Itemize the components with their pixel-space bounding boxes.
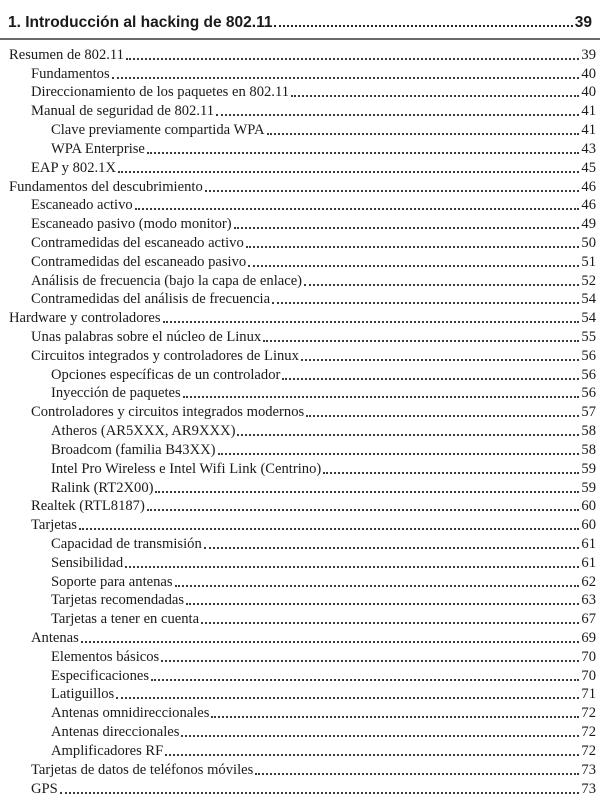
toc-entry-title: GPS xyxy=(31,780,58,797)
dot-leader xyxy=(125,566,579,568)
toc-entry xyxy=(0,666,596,685)
toc-entry-title: Direccionamiento de los paquetes en 802.11 xyxy=(31,84,290,101)
toc-entry xyxy=(0,346,596,365)
toc-entry-title: Hardware y controladores xyxy=(9,310,161,327)
toc-entry-page: 41 xyxy=(581,122,596,139)
toc-entry-page: 72 xyxy=(581,705,596,722)
toc-entry-page: 55 xyxy=(581,329,596,345)
toc-entry-page: 56 xyxy=(581,366,596,383)
toc-entry-title: Intel Pro Wireless e Intel Wifi Link (Centrino) xyxy=(51,460,322,477)
dot-leader xyxy=(216,114,579,116)
toc-entry xyxy=(0,83,596,102)
dot-leader xyxy=(118,171,579,173)
toc-entry xyxy=(0,402,596,421)
toc-entry-title: Unas palabras sobre el núcleo de Linux xyxy=(31,329,262,345)
toc-entry-page: 58 xyxy=(581,423,596,440)
toc-entry xyxy=(0,647,596,666)
dot-leader xyxy=(205,190,580,192)
toc-entry-page: 67 xyxy=(581,611,596,628)
toc-entry-page: 46 xyxy=(581,197,596,214)
toc-entry-title: Clave previamente compartida WPA xyxy=(51,122,265,139)
toc-entry-page: 61 xyxy=(581,554,596,571)
dot-leader xyxy=(301,359,580,361)
chapter-page-number: 39 xyxy=(574,14,592,31)
toc-entry xyxy=(0,741,596,760)
toc-entry-title: Ralink (RT2X00) xyxy=(51,479,154,496)
dot-leader xyxy=(204,547,580,549)
toc-entry-page: 72 xyxy=(581,724,596,741)
dot-leader xyxy=(291,95,579,97)
toc-entry xyxy=(0,196,596,215)
toc-entry-page: 60 xyxy=(581,517,596,534)
toc-entry-title: Capacidad de transmisión xyxy=(51,535,202,552)
toc-entry-page: 54 xyxy=(581,291,596,308)
toc-entry xyxy=(0,478,596,497)
toc-entry-page: 56 xyxy=(581,385,596,402)
dot-leader xyxy=(163,321,580,323)
toc-entry-page: 52 xyxy=(581,272,596,289)
toc-entry xyxy=(0,534,596,553)
toc-entry-page: 70 xyxy=(581,648,596,665)
toc-entry-page: 63 xyxy=(581,592,596,609)
toc-entry-page: 69 xyxy=(581,630,596,646)
toc-entry xyxy=(0,628,596,647)
toc-entry xyxy=(0,252,596,271)
toc-entry-page: 59 xyxy=(581,479,596,496)
toc-entry-title: Contramedidas del análisis de frecuencia xyxy=(31,291,271,308)
toc-entry xyxy=(0,779,596,798)
toc-entry-title: Análisis de frecuencia (bajo la capa de enlace) xyxy=(31,272,303,289)
toc-entry-title: Elementos básicos xyxy=(51,648,160,665)
toc-entry-title: Contramedidas del escaneado activo xyxy=(31,234,244,251)
toc-entry xyxy=(0,120,596,139)
toc-entry-title: Especificaciones xyxy=(51,667,150,684)
dot-leader xyxy=(165,754,579,756)
toc-entry xyxy=(0,101,596,120)
dot-leader xyxy=(60,792,580,794)
chapter-divider xyxy=(0,38,600,40)
toc-entry-title: Fundamentos del descubrimiento xyxy=(9,178,203,195)
dot-leader xyxy=(116,697,579,699)
dot-leader xyxy=(201,622,579,624)
dot-leader xyxy=(306,415,579,417)
toc-entry-title: Antenas omnidireccionales xyxy=(51,705,210,722)
toc-entry-title: Tarjetas a tener en cuenta xyxy=(51,611,200,628)
dot-leader xyxy=(255,773,579,775)
dot-leader xyxy=(183,396,580,398)
toc-entry-title: Antenas xyxy=(31,630,79,646)
toc-entry-page: 46 xyxy=(581,178,596,195)
toc-entry-page: 71 xyxy=(581,686,596,703)
dot-leader xyxy=(274,25,572,27)
toc-entry-page: 56 xyxy=(581,347,596,364)
dot-leader xyxy=(186,603,579,605)
toc-entry-title: Contramedidas del escaneado pasivo xyxy=(31,253,247,270)
toc-entry xyxy=(0,158,596,177)
toc-entry-page: 72 xyxy=(581,742,596,759)
dot-leader xyxy=(263,340,579,342)
toc-entry-page: 45 xyxy=(581,159,596,176)
dot-leader xyxy=(267,133,580,135)
dot-leader xyxy=(126,58,579,60)
dot-leader xyxy=(237,434,579,436)
dot-leader xyxy=(272,302,579,304)
toc-entry xyxy=(0,327,596,346)
dot-leader xyxy=(135,208,580,210)
toc-entry-title: Inyección de paquetes xyxy=(51,385,181,402)
toc-entry-title: Soporte para antenas xyxy=(51,573,173,590)
toc-entry-title: Escaneado activo xyxy=(31,197,133,214)
toc-entry xyxy=(0,591,596,610)
dot-leader xyxy=(175,585,580,587)
toc-entry-page: 57 xyxy=(581,404,596,421)
toc-entry-title: Tarjetas de datos de teléfonos móviles xyxy=(31,761,254,778)
toc-entry-title: WPA Enterprise xyxy=(51,140,145,157)
toc-entry xyxy=(0,384,596,403)
toc-entry-title: Fundamentos xyxy=(31,65,110,82)
dot-leader xyxy=(246,246,580,248)
dot-leader xyxy=(181,735,579,737)
toc-entry xyxy=(0,572,596,591)
toc-entry-title: Atheros (AR5XXX, AR9XXX) xyxy=(51,423,236,440)
chapter-title: 1. Introducción al hacking de 802.11 xyxy=(8,14,273,31)
dot-leader xyxy=(234,227,580,229)
toc-entry-page: 40 xyxy=(581,84,596,101)
toc-entry xyxy=(0,760,596,779)
toc-entry xyxy=(0,290,596,309)
dot-leader xyxy=(304,284,579,286)
dot-leader xyxy=(147,509,580,511)
toc-entry xyxy=(0,609,596,628)
toc-entry xyxy=(0,64,596,83)
toc-entry-title: Tarjetas recomendadas xyxy=(51,592,185,609)
toc-entry xyxy=(0,703,596,722)
toc-entry xyxy=(0,459,596,478)
toc-entry-page: 60 xyxy=(581,498,596,515)
toc-entry xyxy=(0,308,596,327)
toc-entry-page: 62 xyxy=(581,573,596,590)
dot-leader xyxy=(323,472,579,474)
toc-entry-page: 39 xyxy=(581,46,596,63)
toc-entry-title: Latiguillos xyxy=(51,686,115,703)
toc-entry xyxy=(0,365,596,384)
toc-entry-title: Sensibilidad xyxy=(51,554,124,571)
toc-entry xyxy=(0,685,596,704)
toc-entry-page: 59 xyxy=(581,460,596,477)
toc-entry-title: Circuitos integrados y controladores de Linux xyxy=(31,347,299,364)
dot-leader xyxy=(218,453,580,455)
toc-entry-page: 58 xyxy=(581,441,596,458)
toc-entry xyxy=(0,553,596,572)
toc-entry-title: Controladores y circuitos integrados modernos xyxy=(31,404,305,421)
toc-entry-title: Amplificadores RF xyxy=(51,742,164,759)
toc-entry xyxy=(0,177,596,196)
toc-entry-page: 50 xyxy=(581,234,596,251)
toc-entry-page: 40 xyxy=(581,65,596,82)
toc-entry-page: 70 xyxy=(581,667,596,684)
dot-leader xyxy=(112,77,580,79)
toc-entry-page: 49 xyxy=(581,216,596,233)
toc-entry-list xyxy=(0,45,600,798)
toc-entry xyxy=(0,497,596,516)
dot-leader xyxy=(81,641,580,643)
toc-entry xyxy=(0,139,596,158)
toc-entry-page: 41 xyxy=(581,103,596,120)
dot-leader xyxy=(155,491,579,493)
toc-entry-page: 73 xyxy=(581,761,596,778)
toc-entry xyxy=(0,45,596,64)
toc-entry-page: 61 xyxy=(581,535,596,552)
dot-leader xyxy=(161,660,579,662)
toc-entry-title: Tarjetas xyxy=(31,517,77,534)
toc-entry-title: Broadcom (familia B43XX) xyxy=(51,441,216,458)
toc-entry xyxy=(0,233,596,252)
toc-entry xyxy=(0,440,596,459)
toc-entry xyxy=(0,214,596,233)
toc-entry-page: 54 xyxy=(581,310,596,327)
toc-entry-page: 73 xyxy=(581,780,596,797)
dot-leader xyxy=(151,679,579,681)
toc-entry xyxy=(0,271,596,290)
toc-entry-title: Realtek (RTL8187) xyxy=(31,498,145,515)
dot-leader xyxy=(147,152,580,154)
toc-entry-title: Resumen de 802.11 xyxy=(9,46,124,63)
toc-entry-title: EAP y 802.1X xyxy=(31,159,116,176)
toc-entry-title: Antenas direccionales xyxy=(51,724,180,741)
toc-entry-title: Manual de seguridad de 802.11 xyxy=(31,103,215,120)
dot-leader xyxy=(248,265,579,267)
toc-entry xyxy=(0,515,596,534)
dot-leader xyxy=(211,716,579,718)
chapter-heading xyxy=(8,10,592,32)
toc-entry-title: Opciones específicas de un controlador xyxy=(51,366,281,383)
toc-entry-title: Escaneado pasivo (modo monitor) xyxy=(31,216,232,233)
dot-leader xyxy=(79,528,579,530)
dot-leader xyxy=(282,378,579,380)
toc-entry-page: 43 xyxy=(581,140,596,157)
toc-entry xyxy=(0,421,596,440)
toc-entry xyxy=(0,722,596,741)
toc-entry-page: 51 xyxy=(581,253,596,270)
